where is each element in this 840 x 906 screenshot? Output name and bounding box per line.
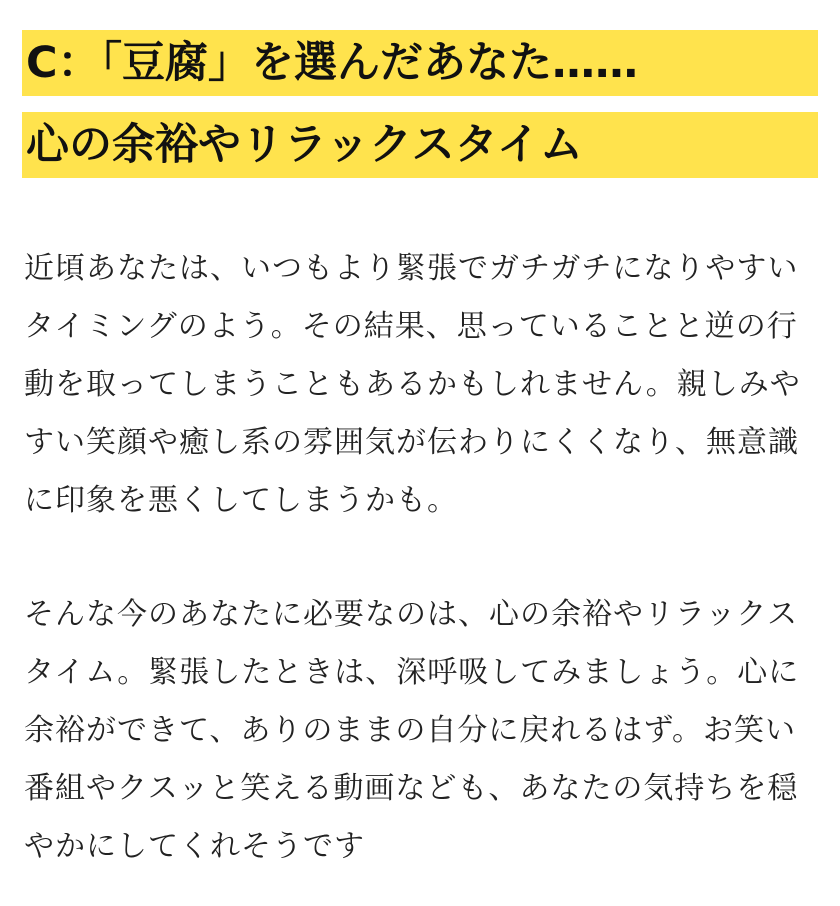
body-paragraph-1: 近頃あなたは、いつもより緊張でガチガチになりやすいタイミングのよう。その結果、思っていることと逆の行動を取ってしまうこともあるかもしれません。親しみやすい笑顔や癒し系の雰囲気が伝わりにくくなり、無意識に印象を悪くしてしまうかも。 (24, 251, 801, 518)
heading-line-2: 心の余裕やリラックスタイム (22, 112, 818, 178)
heading-line-1: C：「豆腐」を選んだあなた…… (22, 30, 818, 96)
body-paragraph-2: そんな今のあなたに必要なのは、心の余裕やリラックスタイム。緊張したときは、深呼吸してみましょう。心に余裕ができて、ありのままの自分に戻れるはず。お笑い番組やクスッと笑える動画なども、あなたの気持ちを穏やかにしてくれそうです (24, 597, 800, 864)
